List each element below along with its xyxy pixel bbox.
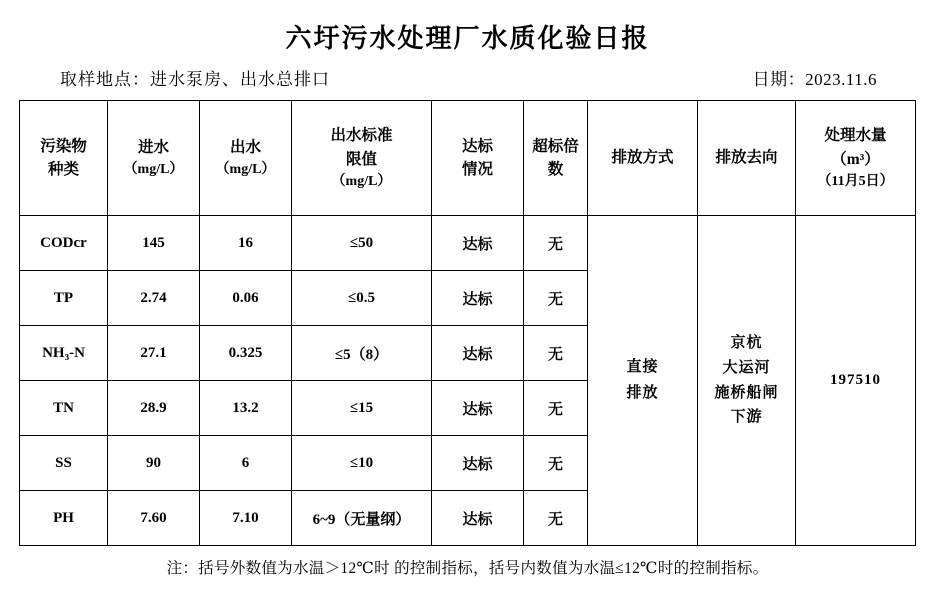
cell-compliance: 达标 xyxy=(432,381,524,436)
cell-effluent: 16 xyxy=(200,216,292,271)
discharge-mode-line2: 排放 xyxy=(626,384,659,401)
water-quality-table xyxy=(19,100,916,546)
table-row xyxy=(20,216,916,271)
page-title: 六圩污水处理厂水质化验日报 xyxy=(285,24,650,53)
cell-compliance: 达标 xyxy=(432,271,524,326)
cell-exceed: 无 xyxy=(524,436,588,491)
cell-compliance: 达标 xyxy=(432,436,524,491)
table-body xyxy=(20,216,916,546)
header-pollutant-type-line2: 种类 xyxy=(47,161,79,178)
cell-pollutant-type: NH₃-N xyxy=(20,326,108,381)
subheader xyxy=(0,65,935,90)
cell-exceed: 无 xyxy=(524,381,588,436)
header-treated-volume-unit: （m³） xyxy=(831,150,880,168)
cell-influent: 145 xyxy=(108,216,200,271)
cell-exceed: 无 xyxy=(524,326,588,381)
cell-effluent: 0.325 xyxy=(200,326,292,381)
header-standard-line2: 限值 xyxy=(345,150,377,168)
report-date-label: 日期：2023.11.6 xyxy=(752,70,877,89)
footnote: 注：括号外数值为水温＞12℃时 的控制指标，括号内数值为水温≤12℃时的控制指标。 xyxy=(166,560,769,577)
cell-influent: 27.1 xyxy=(108,326,200,381)
discharge-dest-line3: 施桥船闸 xyxy=(714,384,779,401)
cell-pollutant-type: TN xyxy=(20,381,108,436)
cell-compliance: 达标 xyxy=(432,326,524,381)
header-influent-unit: （mg/L） xyxy=(123,162,184,178)
discharge-mode-line1: 直接 xyxy=(626,359,659,375)
cell-standard: ≤5（8） xyxy=(292,326,432,381)
cell-pollutant-type: TP xyxy=(20,271,108,326)
header-treated-volume-line1: 处理水量 xyxy=(824,127,887,145)
header-compliance-line2: 情况 xyxy=(461,161,493,178)
header-exceed-line1: 超标倍 xyxy=(532,137,579,155)
header-pollutant-type-line1: 污染物 xyxy=(40,137,87,155)
cell-exceed: 无 xyxy=(524,216,588,271)
header-exceed-line2: 数 xyxy=(547,161,564,178)
cell-standard: ≤50 xyxy=(292,216,432,271)
cell-influent: 28.9 xyxy=(108,381,200,436)
cell-standard: ≤0.5 xyxy=(292,271,432,326)
sampling-location-label: 取样地点：进水泵房、出水总排口 xyxy=(60,70,330,89)
header-compliance xyxy=(432,101,524,216)
header-effluent-line1: 出水 xyxy=(229,138,261,156)
header-treated-volume-date: （11月5日） xyxy=(817,173,894,189)
cell-standard: ≤10 xyxy=(292,436,432,491)
header-discharge-destination: 排放去向 xyxy=(698,101,796,216)
cell-pollutant-type: SS xyxy=(20,436,108,491)
header-treated-volume xyxy=(796,101,916,216)
discharge-dest-line1: 京杭 xyxy=(730,335,763,351)
header-exceed-multiple xyxy=(524,101,588,216)
cell-effluent: 13.2 xyxy=(200,381,292,436)
cell-exceed: 无 xyxy=(524,491,588,546)
cell-exceed: 无 xyxy=(524,271,588,326)
table-header-row xyxy=(20,101,916,216)
cell-influent: 90 xyxy=(108,436,200,491)
cell-pollutant-type: CODcr xyxy=(20,216,108,271)
header-standard-limit xyxy=(292,101,432,216)
header-compliance-line1: 达标 xyxy=(461,137,493,155)
cell-standard: ≤15 xyxy=(292,381,432,436)
cell-influent: 2.74 xyxy=(108,271,200,326)
cell-effluent: 0.06 xyxy=(200,271,292,326)
header-standard-line1: 出水标准 xyxy=(330,127,393,145)
discharge-dest-line4: 下游 xyxy=(730,409,763,426)
cell-compliance: 达标 xyxy=(432,491,524,546)
cell-effluent: 7.10 xyxy=(200,491,292,546)
cell-standard: 6~9（无量纲） xyxy=(292,491,432,546)
cell-pollutant-type: PH xyxy=(20,491,108,546)
cell-effluent: 6 xyxy=(200,436,292,491)
discharge-dest-line2: 大运河 xyxy=(722,359,771,376)
table-header xyxy=(20,101,916,216)
header-effluent xyxy=(200,101,292,216)
header-influent-line1: 进水 xyxy=(137,138,169,156)
header-pollutant-type xyxy=(20,101,108,216)
cell-treated-volume: 197510 xyxy=(796,216,916,546)
cell-influent: 7.60 xyxy=(108,491,200,546)
header-effluent-unit: （mg/L） xyxy=(215,162,276,178)
header-influent xyxy=(108,101,200,216)
report-page xyxy=(0,18,935,590)
header-standard-unit: （mg/L） xyxy=(331,173,392,189)
cell-discharge-destination xyxy=(698,216,796,546)
cell-discharge-mode xyxy=(588,216,698,546)
cell-compliance: 达标 xyxy=(432,216,524,271)
header-discharge-mode: 排放方式 xyxy=(588,101,698,216)
